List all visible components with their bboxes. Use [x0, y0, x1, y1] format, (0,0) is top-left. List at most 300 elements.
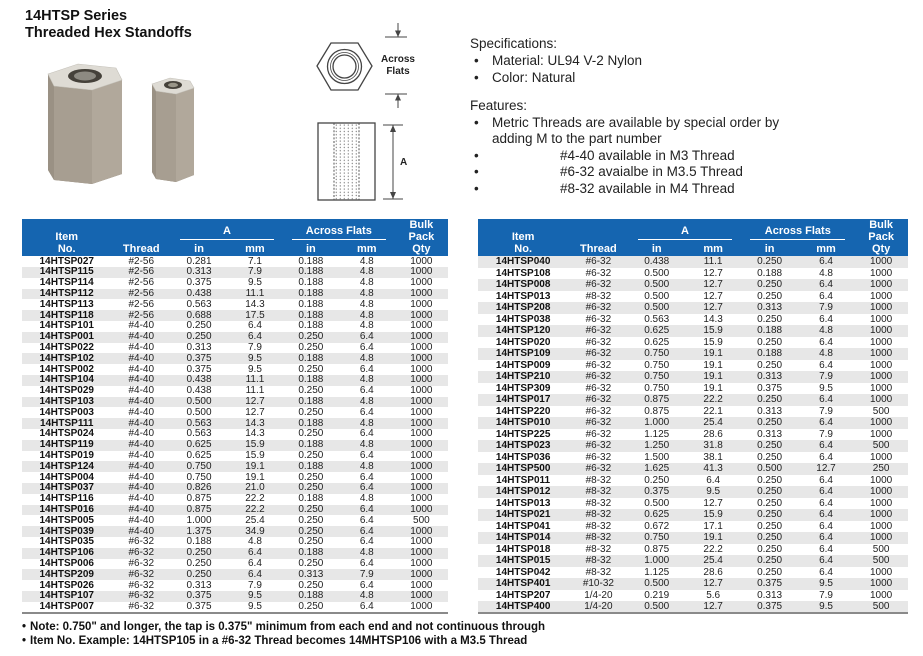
thread-cell: #4-40: [111, 332, 171, 343]
a-in-cell: 0.826: [171, 483, 227, 494]
spec-item: • Color: Natural: [474, 69, 576, 85]
part-row: [478, 348, 908, 360]
af-in-cell: 0.188: [283, 418, 339, 429]
table-header: [478, 219, 908, 256]
af-mm-cell: 6.4: [819, 474, 833, 486]
a-mm-cell: 19.1: [685, 348, 741, 360]
item-no-cell: 14HTSP003: [39, 406, 94, 418]
part-row: [22, 494, 448, 505]
af-in-cell: 0.313: [757, 405, 783, 417]
a-in-cell: 1.125: [644, 428, 670, 440]
a-in-cell: 0.750: [644, 382, 670, 394]
a-mm-cell: 38.1: [703, 451, 723, 463]
col-header-a-group: A: [628, 219, 741, 241]
part-row: [478, 475, 908, 487]
item-no-cell: 14HTSP007: [39, 600, 94, 612]
a-in-cell: 0.625: [186, 450, 212, 462]
bulk-qty-cell: 1000: [410, 363, 433, 375]
part-row: [478, 486, 908, 498]
item-no-cell: 14HTSP005: [39, 514, 94, 526]
af-mm-cell: 4.8: [339, 440, 395, 451]
parts-table-left: [22, 219, 448, 614]
a-in-cell: 0.625: [628, 509, 684, 521]
bulk-qty-cell: 1000: [395, 548, 448, 559]
a-mm-cell: 25.4: [685, 555, 741, 567]
a-in-cell: 0.313: [186, 579, 212, 591]
af-in-cell: 0.250: [283, 483, 339, 494]
af-mm-cell: 6.4: [798, 532, 854, 544]
part-row: [478, 291, 908, 303]
a-mm-cell: 25.4: [245, 514, 265, 526]
af-in-cell: 0.188: [298, 320, 324, 332]
item-no-cell: 14HTSP208: [478, 302, 568, 314]
af-mm-cell: 6.4: [339, 526, 395, 537]
af-in-cell: 0.250: [757, 566, 783, 578]
bulk-qty-cell: 1000: [395, 332, 448, 343]
bulk-qty-cell: 500: [872, 405, 890, 417]
part-row: [478, 601, 908, 613]
a-mm-cell: 11.1: [227, 289, 283, 300]
item-no-cell: 14HTSP015: [478, 555, 568, 567]
a-in-cell: 0.313: [186, 342, 212, 354]
bulk-qty-cell: 500: [854, 440, 908, 452]
bulk-qty-cell: 1000: [395, 569, 448, 580]
a-in-cell: 0.875: [171, 505, 227, 516]
af-in-cell: 0.250: [757, 543, 783, 555]
part-row: [22, 343, 448, 354]
thread-cell: #6-32: [568, 256, 628, 268]
col-header-af-in: in: [283, 241, 339, 256]
item-no-cell: 14HTSP022: [39, 342, 94, 354]
af-mm-cell: 6.4: [359, 514, 374, 526]
bulk-qty-cell: 1000: [854, 256, 908, 268]
part-row: [478, 360, 908, 372]
af-in-cell: 0.313: [283, 569, 339, 580]
item-no-cell: 14HTSP115: [22, 267, 111, 278]
a-mm-cell: 6.4: [247, 320, 262, 332]
item-no-cell: 14HTSP109: [478, 348, 568, 360]
af-mm-cell: 4.8: [339, 353, 395, 364]
thread-cell: #4-40: [128, 450, 155, 462]
item-no-cell: 14HTSP002: [39, 363, 94, 375]
parts-table: [478, 219, 908, 614]
part-row: [22, 472, 448, 483]
part-row: [22, 310, 448, 321]
bulk-qty-cell: 1000: [410, 600, 433, 612]
thread-cell: #6-32: [568, 325, 628, 337]
bulk-qty-cell: 1000: [870, 336, 893, 348]
item-no-cell: 14HTSP209: [22, 569, 111, 580]
thread-cell: #4-40: [111, 526, 171, 537]
bulk-qty-cell: 1000: [410, 342, 433, 354]
col-header-a-in: in: [171, 241, 227, 256]
a-mm-cell: 22.2: [227, 505, 283, 516]
bulk-qty-cell: 1000: [870, 359, 893, 371]
af-mm-cell: 7.9: [819, 589, 833, 601]
hex-top-view: [317, 43, 372, 90]
part-row: [22, 440, 448, 451]
bulk-qty-cell: 1000: [854, 279, 908, 291]
af-in-cell: 0.375: [741, 601, 797, 613]
a-in-cell: 0.500: [644, 497, 670, 509]
item-no-cell: 14HTSP113: [39, 298, 94, 310]
af-mm-cell: 6.4: [359, 342, 374, 354]
a-mm-cell: 25.4: [685, 417, 741, 429]
af-mm-cell: 4.8: [798, 325, 854, 337]
item-no-cell: 14HTSP008: [478, 279, 568, 291]
item-no-cell: 14HTSP020: [495, 336, 551, 348]
page-title-line1: 14HTSP Series: [25, 8, 128, 24]
bulk-qty-cell: 1000: [410, 277, 433, 289]
part-row: [22, 569, 448, 580]
bulk-qty-cell: 1000: [870, 497, 893, 509]
a-in-cell: 0.313: [171, 267, 227, 278]
af-mm-cell: 6.4: [339, 505, 395, 516]
thread-cell: #6-32: [128, 536, 155, 548]
col-header-item-no: Item No.: [478, 219, 568, 256]
item-no-cell: 14HTSP001: [22, 332, 111, 343]
a-in-cell: 0.625: [171, 440, 227, 451]
bulk-qty-cell: 1000: [854, 578, 908, 590]
parts-table: [22, 219, 448, 614]
col-header-af-in: in: [741, 241, 797, 256]
bulk-qty-cell: 1000: [395, 310, 448, 321]
a-mm-cell: 7.9: [227, 267, 283, 278]
item-no-cell: 14HTSP114: [39, 277, 94, 289]
item-no-cell: 14HTSP014: [478, 532, 568, 544]
thread-cell: #2-56: [111, 310, 171, 321]
item-no-cell: 14HTSP011: [496, 474, 551, 486]
af-in-cell: 0.250: [757, 451, 783, 463]
bullet-icon: •: [474, 164, 479, 180]
a-in-cell: 1.250: [628, 440, 684, 452]
af-mm-cell: 4.8: [339, 418, 395, 429]
bulk-qty-cell: 1000: [870, 382, 893, 394]
bulk-qty-cell: 1000: [395, 375, 448, 386]
a-in-cell: 0.500: [171, 397, 227, 408]
a-mm-cell: 19.1: [703, 359, 723, 371]
thread-cell: #8-32: [568, 532, 628, 544]
a-mm-cell: 22.2: [703, 543, 723, 555]
thread-cell: #2-56: [111, 267, 171, 278]
thread-cell: #6-32: [585, 405, 612, 417]
af-in-cell: 0.250: [741, 279, 797, 291]
bulk-qty-cell: 1000: [410, 450, 433, 462]
bulk-qty-cell: 500: [854, 601, 908, 613]
item-no-cell: 14HTSP107: [22, 591, 111, 602]
a-in-cell: 0.875: [644, 543, 670, 555]
a-in-cell: 0.375: [171, 591, 227, 602]
a-mm-cell: 12.7: [685, 279, 741, 291]
thread-cell: #6-32: [128, 557, 155, 569]
hex-standoff-photo: [30, 52, 215, 202]
bulk-qty-cell: 1000: [395, 353, 448, 364]
item-no-cell: 14HTSP111: [22, 418, 111, 429]
part-row: [478, 337, 908, 349]
bulk-qty-cell: 1000: [870, 451, 893, 463]
thread-cell: #6-32: [585, 313, 612, 325]
thread-cell: #6-32: [585, 428, 612, 440]
thread-cell: #4-40: [128, 428, 155, 440]
af-in-cell: 0.250: [757, 290, 783, 302]
af-mm-cell: 6.4: [359, 600, 374, 612]
thread-cell: #4-40: [128, 406, 155, 418]
a-in-cell: 0.563: [644, 313, 670, 325]
a-mm-cell: 12.7: [703, 267, 723, 279]
af-mm-cell: 6.4: [798, 256, 854, 268]
bulk-qty-cell: 1000: [870, 267, 893, 279]
part-row: [478, 371, 908, 383]
bullet-icon: •: [22, 621, 27, 633]
item-no-cell: 14HTSP108: [495, 267, 551, 279]
a-mm-cell: 6.4: [227, 569, 283, 580]
af-mm-cell: 4.8: [359, 493, 374, 505]
item-no-cell: 14HTSP035: [39, 536, 94, 548]
col-header-across-flats-group: Across Flats: [283, 219, 395, 241]
a-mm-cell: 12.7: [703, 497, 723, 509]
part-row: [478, 302, 908, 314]
af-in-cell: 0.250: [757, 359, 783, 371]
thread-cell: #6-32: [568, 302, 628, 314]
part-row: [22, 537, 448, 548]
a-in-cell: 0.750: [186, 471, 212, 483]
part-row: [22, 483, 448, 494]
a-in-cell: 0.563: [186, 428, 212, 440]
table-body: [22, 256, 448, 613]
thread-cell: #8-32: [568, 486, 628, 498]
item-no-cell: 14HTSP024: [39, 428, 94, 440]
af-mm-cell: 4.8: [339, 591, 395, 602]
part-row: [478, 452, 908, 464]
thread-cell: #4-40: [111, 483, 171, 494]
af-mm-cell: 6.4: [819, 336, 833, 348]
item-no-cell: 14HTSP038: [495, 313, 551, 325]
bulk-qty-cell: 1000: [395, 289, 448, 300]
thread-cell: #4-40: [128, 471, 155, 483]
thread-cell: #6-32: [568, 394, 628, 406]
thread-cell: #2-56: [111, 289, 171, 300]
a-mm-cell: 7.1: [247, 255, 262, 267]
a-in-cell: 0.375: [186, 277, 212, 289]
af-in-cell: 0.250: [298, 557, 324, 569]
part-row: [22, 321, 448, 332]
thread-cell: #4-40: [111, 397, 171, 408]
bulk-qty-cell: 1000: [854, 325, 908, 337]
thread-cell: #8-32: [585, 290, 612, 302]
a-in-cell: 0.219: [644, 589, 670, 601]
item-no-cell: 14HTSP004: [39, 471, 94, 483]
thread-cell: #6-32: [568, 463, 628, 475]
a-mm-cell: 12.7: [685, 302, 741, 314]
a-in-cell: 0.500: [628, 279, 684, 291]
part-row: [478, 406, 908, 418]
af-mm-cell: 6.4: [339, 332, 395, 343]
part-row: [22, 580, 448, 591]
af-in-cell: 0.188: [283, 267, 339, 278]
af-in-cell: 0.250: [298, 600, 324, 612]
part-row: [22, 407, 448, 418]
af-in-cell: 0.250: [741, 555, 797, 567]
specifications-section: [470, 36, 918, 198]
af-in-cell: 0.250: [298, 428, 324, 440]
item-no-cell: 14HTSP116: [39, 493, 94, 505]
af-in-cell: 0.188: [741, 325, 797, 337]
a-mm-cell: 15.9: [703, 336, 723, 348]
thread-cell: #6-32: [128, 600, 155, 612]
a-mm-cell: 19.1: [245, 471, 265, 483]
thread-cell: #2-56: [128, 277, 155, 289]
a-mm-cell: 14.3: [245, 428, 265, 440]
thread-cell: #8-32: [585, 543, 612, 555]
a-mm-cell: 9.5: [247, 277, 262, 289]
a-mm-cell: 6.4: [247, 557, 262, 569]
bulk-qty-cell: 250: [854, 463, 908, 475]
thread-cell: #6-32: [585, 336, 612, 348]
thread-cell: #4-40: [128, 493, 155, 505]
col-header-bulk-qty: Bulk Pack Qty: [395, 219, 448, 256]
af-mm-cell: 6.4: [359, 536, 374, 548]
thread-cell: #6-32: [568, 417, 628, 429]
part-row: [22, 332, 448, 343]
a-in-cell: 0.438: [186, 385, 212, 397]
af-mm-cell: 6.4: [359, 428, 374, 440]
feature-item: • Metric Threads are available by special order by adding M to the part number: [474, 115, 780, 146]
item-no-cell: 14HTSP042: [495, 566, 551, 578]
bulk-qty-cell: 1000: [870, 589, 893, 601]
a-in-cell: 0.250: [171, 569, 227, 580]
item-no-cell: 14HTSP018: [495, 543, 551, 555]
a-mm-cell: 12.7: [245, 406, 265, 418]
dimension-diagram: [295, 15, 460, 215]
item-no-cell: 14HTSP013: [495, 497, 551, 509]
a-in-cell: 0.250: [171, 332, 227, 343]
thread-cell: #6-32: [585, 359, 612, 371]
bulk-qty-cell: 1000: [854, 532, 908, 544]
af-in-cell: 0.188: [298, 298, 324, 310]
af-in-cell: 0.188: [283, 353, 339, 364]
af-mm-cell: 4.8: [819, 267, 833, 279]
af-in-cell: 0.250: [757, 313, 783, 325]
a-in-cell: 1.000: [186, 514, 212, 526]
af-mm-cell: 6.4: [819, 313, 833, 325]
af-in-cell: 0.250: [741, 532, 797, 544]
part-row: [22, 515, 448, 526]
a-in-cell: 0.438: [171, 375, 227, 386]
af-mm-cell: 4.8: [339, 310, 395, 321]
a-in-cell: 0.750: [171, 461, 227, 472]
af-in-cell: 0.250: [298, 406, 324, 418]
af-in-cell: 0.188: [283, 310, 339, 321]
item-no-cell: 14HTSP207: [495, 589, 551, 601]
bulk-qty-cell: 1000: [410, 406, 433, 418]
af-mm-cell: 6.4: [819, 497, 833, 509]
item-no-cell: 14HTSP017: [478, 394, 568, 406]
bulk-qty-cell: 1000: [410, 385, 433, 397]
a-mm-cell: 19.1: [685, 371, 741, 383]
section-view: [318, 123, 375, 200]
bulk-qty-cell: 1000: [870, 474, 893, 486]
thread-cell: #4-40: [111, 418, 171, 429]
part-row: [478, 314, 908, 326]
a-in-cell: 0.250: [186, 320, 212, 332]
af-in-cell: 0.188: [283, 397, 339, 408]
af-in-cell: 0.375: [757, 382, 783, 394]
a-in-cell: 0.750: [644, 359, 670, 371]
thread-cell: #4-40: [111, 440, 171, 451]
bulk-qty-cell: 500: [413, 514, 430, 526]
af-mm-cell: 6.4: [798, 279, 854, 291]
item-no-cell: 14HTSP104: [22, 375, 111, 386]
af-in-cell: 0.188: [283, 461, 339, 472]
specifications-heading: Specifications:: [470, 36, 558, 51]
part-row: [478, 279, 908, 291]
thread-cell: 1/4-20: [584, 589, 613, 601]
af-in-cell: 0.250: [757, 520, 783, 532]
af-in-cell: 0.250: [298, 536, 324, 548]
a-in-cell: 0.375: [186, 600, 212, 612]
item-no-cell: 14HTSP220: [495, 405, 551, 417]
part-row: [22, 418, 448, 429]
part-row: [22, 397, 448, 408]
a-in-cell: 0.250: [186, 557, 212, 569]
a-mm-cell: 9.5: [227, 591, 283, 602]
a-in-cell: 0.875: [644, 405, 670, 417]
item-no-cell: 14HTSP309: [495, 382, 551, 394]
a-in-cell: 0.375: [186, 363, 212, 375]
bulk-qty-cell: 1000: [410, 557, 433, 569]
af-mm-cell: 4.8: [339, 397, 395, 408]
a-in-cell: 0.281: [186, 255, 212, 267]
af-mm-cell: 6.4: [798, 486, 854, 498]
af-mm-cell: 6.4: [798, 394, 854, 406]
part-row: [478, 555, 908, 567]
af-mm-cell: 6.4: [819, 451, 833, 463]
bulk-qty-cell: 500: [872, 543, 890, 555]
af-in-cell: 0.250: [298, 342, 324, 354]
a-mm-cell: 9.5: [227, 353, 283, 364]
thread-cell: #4-40: [111, 375, 171, 386]
a-mm-cell: 22.1: [703, 405, 723, 417]
af-mm-cell: 6.4: [359, 557, 374, 569]
part-row: [22, 548, 448, 559]
thread-cell: #4-40: [128, 342, 155, 354]
af-mm-cell: 9.5: [798, 601, 854, 613]
a-mm-cell: 19.1: [227, 461, 283, 472]
bulk-qty-cell: 1000: [854, 371, 908, 383]
thread-cell: #6-32: [128, 579, 155, 591]
a-in-cell: 0.500: [186, 406, 212, 418]
af-mm-cell: 6.4: [359, 385, 374, 397]
part-row: [478, 463, 908, 475]
part-row: [478, 521, 908, 533]
thread-cell: #6-32: [568, 279, 628, 291]
a-mm-cell: 31.8: [685, 440, 741, 452]
thread-cell: #6-32: [585, 382, 612, 394]
part-row: [22, 602, 448, 613]
item-no-cell: 14HTSP016: [22, 505, 111, 516]
thread-cell: #8-32: [585, 497, 612, 509]
bulk-qty-cell: 1000: [870, 428, 893, 440]
af-in-cell: 0.250: [298, 450, 324, 462]
thread-cell: #2-56: [128, 298, 155, 310]
af-in-cell: 0.375: [741, 578, 797, 590]
item-no-cell: 14HTSP101: [39, 320, 94, 332]
across-flats-label-line2: Flats: [386, 66, 410, 77]
thread-cell: #6-32: [568, 348, 628, 360]
af-mm-cell: 4.8: [359, 277, 374, 289]
af-in-cell: 0.313: [741, 371, 797, 383]
af-mm-cell: 6.4: [798, 509, 854, 521]
